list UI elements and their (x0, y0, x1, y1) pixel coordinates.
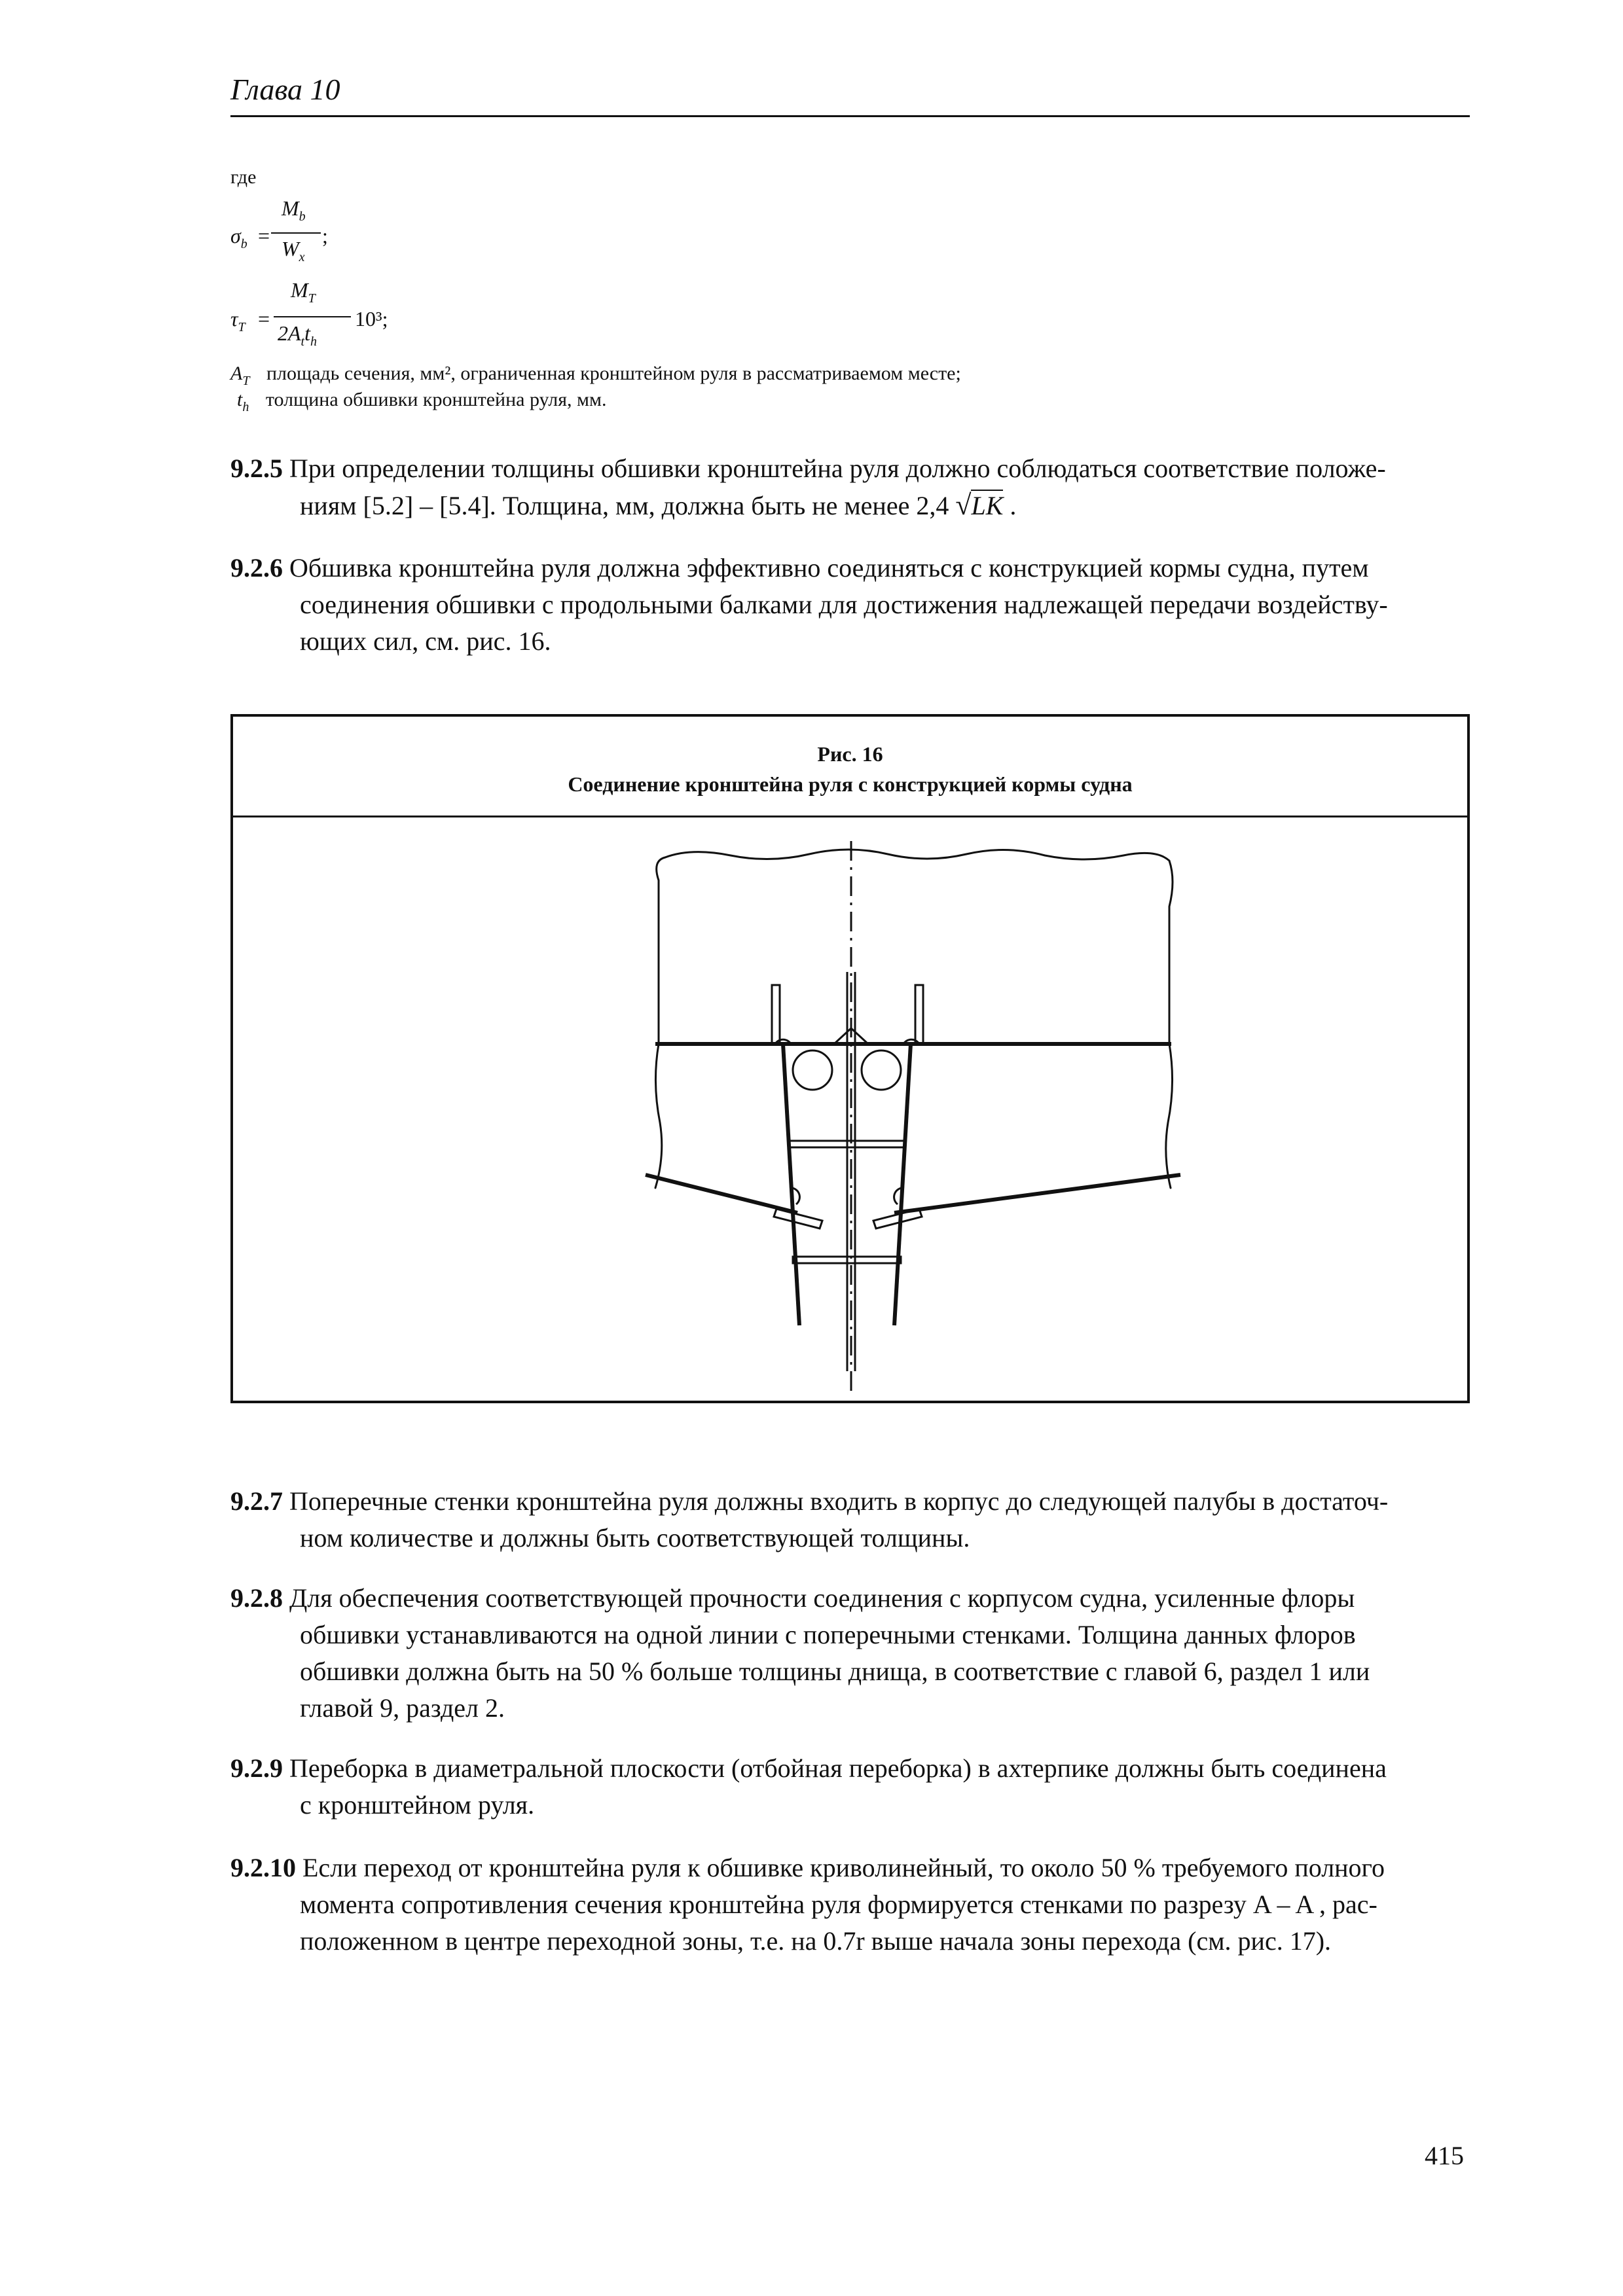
paragraph-text: соединения обшивки с продольными балками для достижения надлежащей передачи воздейству- (300, 590, 1388, 619)
bottom-flat-left (774, 1209, 822, 1229)
paragraph-continuation (230, 487, 1470, 524)
paragraph-9-2-7 (230, 1483, 1470, 1556)
paragraph-text: обшивки должна быть на 50 % больше толщины днища, в соответствие с главой 6, раздел 1 или (300, 1657, 1370, 1686)
paragraph-9-2-8 (230, 1580, 1470, 1727)
paragraph-text: ном количестве и должны быть соответствующей толщины. (300, 1523, 970, 1552)
equals-sign: = (258, 224, 270, 247)
where-label: где (230, 166, 257, 188)
equals-sign: = (258, 307, 270, 331)
sqrt-radicand: LK (971, 491, 1004, 520)
sqrt-sign: √ (955, 489, 972, 521)
lightening-hole-left (793, 1050, 832, 1090)
paragraph-number: 9.2.6 (230, 553, 283, 583)
rudder-bracket-drawing (233, 821, 1467, 1401)
paragraph-text: Переборка в диаметральной плоскости (отбойная переборка) в ахтерпике должны быть соединена (289, 1753, 1387, 1783)
bottom-shell-left (646, 1175, 797, 1213)
figure-16 (230, 714, 1470, 1403)
paragraph-number: 9.2.10 (230, 1853, 296, 1882)
paragraph-text: главой 9, раздел 2. (300, 1693, 505, 1723)
tau-formula (230, 278, 492, 363)
paragraph-9-2-5 (230, 450, 1470, 524)
paragraph-text: При определении толщины обшивки кронштейна руля должно соблюдаться соответствие положе- (289, 454, 1386, 483)
paragraph-9-2-10 (230, 1850, 1470, 1960)
paragraph-number: 9.2.8 (230, 1583, 283, 1613)
lightening-hole-right (862, 1050, 901, 1090)
bracket-side-left (783, 1044, 799, 1325)
paragraph-text: с кронштейном руля. (300, 1790, 535, 1820)
hull-break-left (655, 1044, 662, 1188)
def-text: площадь сечения, мм², ограниченная кронштейном руля в рассматриваемом месте; (266, 363, 961, 384)
sigma-denominator: $W_x$ (282, 237, 305, 264)
paragraph-text: Если переход от кронштейна руля к обшивке криволинейный, то около 50 % требуемого полного (302, 1853, 1385, 1882)
hull-break-right (1166, 1044, 1173, 1188)
tau-numerator: $M_T$ (291, 278, 316, 306)
web-plate-right (915, 985, 923, 1044)
header-rule (230, 115, 1470, 117)
fraction-bar (274, 316, 351, 317)
def-symbol: $A_T$ (230, 363, 250, 388)
paragraph-text: ющих сил, см. рис. 16. (300, 626, 551, 656)
chapter-title: Глава 10 (230, 73, 340, 106)
sigma-symbol: $\sigma_b$ (230, 224, 247, 251)
paragraph-9-2-6 (230, 550, 1470, 660)
figure-caption: Соединение кронштейна руля с конструкцией кормы судна (568, 772, 1133, 796)
web-plate-left (772, 985, 780, 1044)
page-number: 415 (1425, 2141, 1464, 2170)
tau-symbol: $\tau_T$ (230, 307, 246, 334)
paragraph-number: 9.2.9 (230, 1753, 283, 1783)
paragraph-number: 9.2.7 (230, 1486, 283, 1516)
tau-denominator: $2A_tt_h$ (278, 321, 317, 349)
definition-thickness (237, 387, 1415, 420)
bracket-side-right (894, 1044, 911, 1325)
def-symbol: $t_h$ (237, 389, 249, 414)
caption-separator (233, 816, 1467, 817)
paragraph-text: положенном в центре переходной зоны, т.е. на 0.7r выше начала зоны перехода (см. рис. 17). (300, 1926, 1332, 1956)
sigma-numerator: $M_b$ (282, 196, 306, 224)
sigma-formula (230, 196, 427, 275)
paragraph-text: Обшивка кронштейна руля должна эффективно соединяться с конструкцией кормы судна, путем (289, 553, 1369, 583)
def-text: толщина обшивки кронштейна руля, мм. (265, 389, 607, 410)
bottom-shell-right (894, 1175, 1180, 1213)
semicolon: ; (322, 224, 328, 247)
fraction-bar (271, 232, 321, 234)
paragraph-number: 9.2.5 (230, 454, 283, 483)
power-ten: 10³; (355, 307, 388, 331)
paragraph-text: обшивки устанавливаются на одной линии с поперечными стенками. Толщина данных флоров (300, 1620, 1356, 1649)
paragraph-text: Поперечные стенки кронштейна руля должны входить в корпус до следующей палубы в достаточ- (289, 1486, 1389, 1516)
paragraph-text: Для обеспечения соответствующей прочности соединения с корпусом судна, усиленные флоры (289, 1583, 1355, 1613)
period: . (1010, 491, 1017, 520)
paragraph-9-2-9 (230, 1750, 1470, 1823)
paragraph-text: момента сопротивления сечения кронштейна руля формируется стенками по разрезу A – A , рас- (300, 1890, 1377, 1919)
figure-label: Рис. 16 (817, 742, 883, 766)
paragraph-text: ниям [5.2] – [5.4]. Толщина, мм, должна быть не менее 2,4 (300, 491, 949, 520)
